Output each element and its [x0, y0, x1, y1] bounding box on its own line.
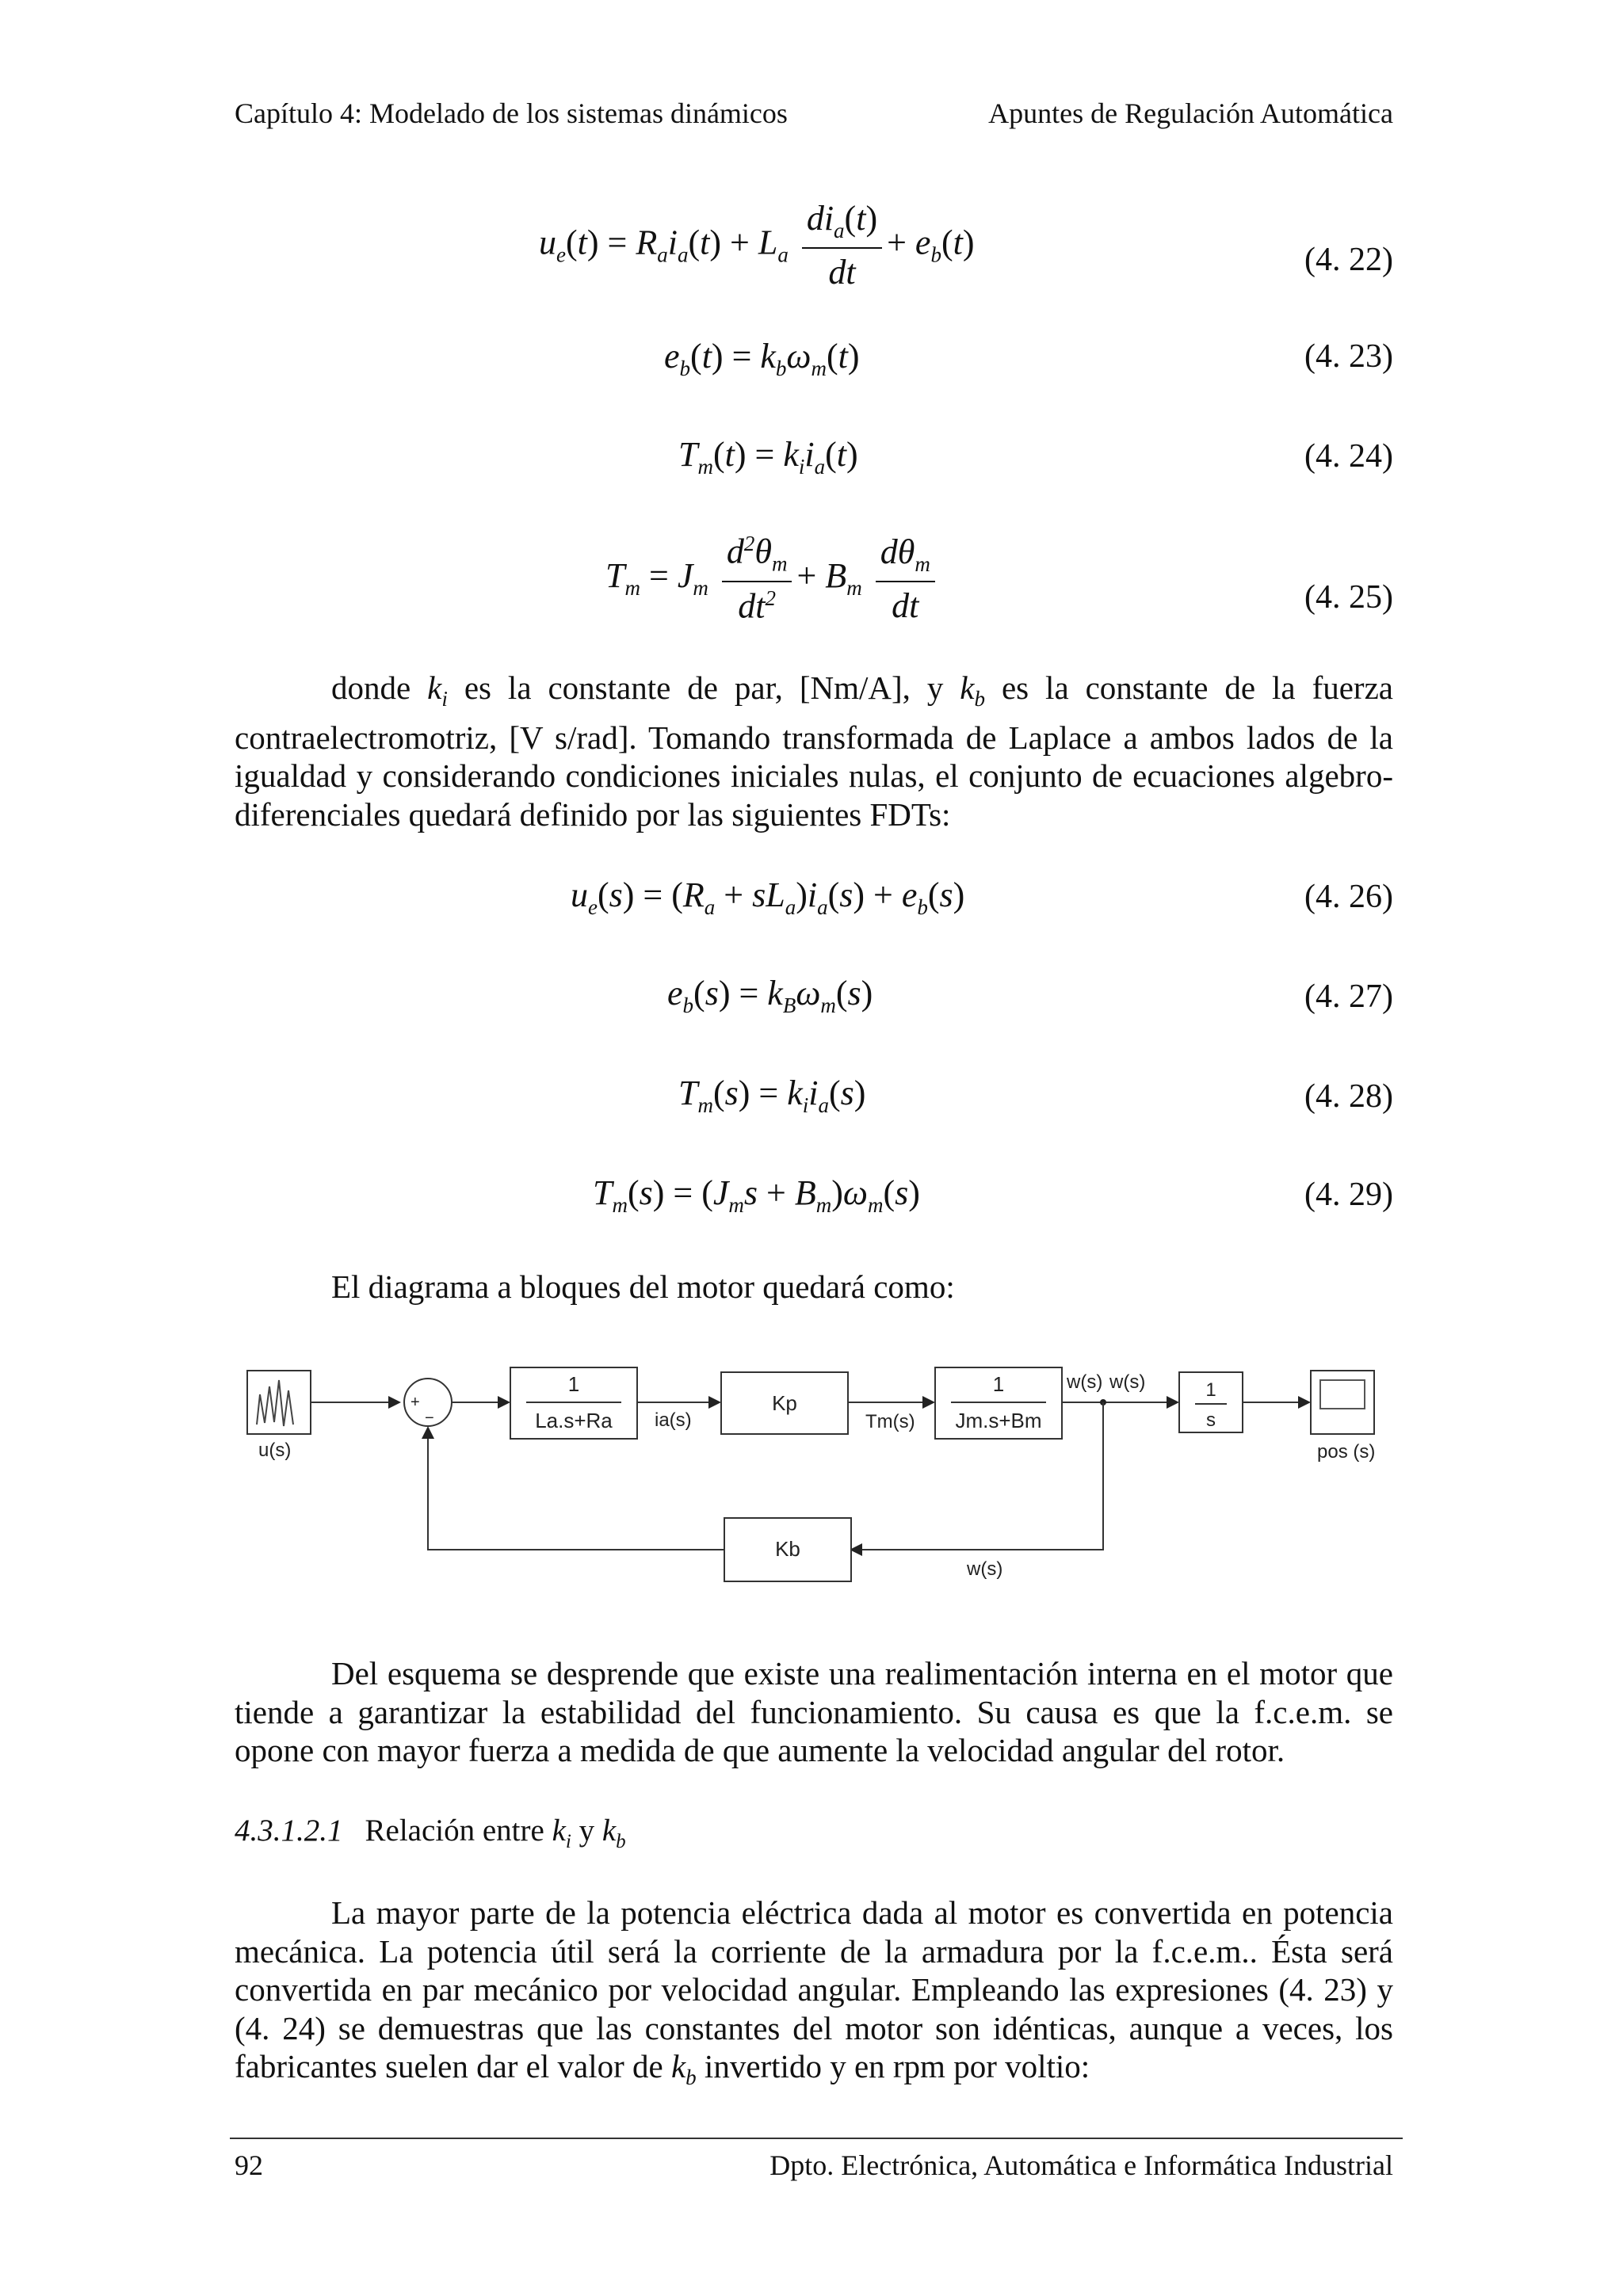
signal-label-w1: w(s) — [1067, 1371, 1103, 1393]
svg-text:Kp: Kp — [772, 1391, 797, 1415]
sum-minus-sign: − — [425, 1409, 434, 1427]
equation-number: (4. 22) — [1304, 242, 1393, 278]
section-heading: 4.3.1.2.1 Relación entre $k_i$ y $k_b$ — [235, 1814, 626, 1852]
back-emf-constant-block — [724, 1518, 851, 1581]
signal-label-w2: w(s) — [1109, 1371, 1146, 1393]
signal-source-block — [247, 1371, 311, 1461]
sum-junction — [404, 1379, 452, 1427]
equation-4-26: $u_e(s) = (R_a + sL_a)i_a(s) + e_b(s)$ — [571, 875, 965, 919]
svg-text:s: s — [1206, 1409, 1216, 1431]
mechanical-transfer-block — [935, 1367, 1062, 1439]
svg-text:1: 1 — [567, 1372, 580, 1396]
paragraph-power-relation: La mayor parte de la potencia eléctrica dada al motor es convertida en potencia mecánica. La potencia útil será la corriente de la armadura por la f.c.e.m.. Ésta será convertida en par mecánico por velocidad angular. Empleando las expresiones (4. 23) y (4. 24) se demuestras que las constantes del motor son idénticas, aunque a veces, los fabricantes suelen dar el valor de $k_b$ invertido y en rpm por voltio: — [235, 1894, 1393, 2090]
source-label: u(s) — [258, 1440, 292, 1461]
running-header-chapter: Capítulo 4: Modelado de los sistemas dinámicos — [235, 97, 788, 129]
svg-text:Kb: Kb — [775, 1537, 800, 1561]
svg-text:La.s+Ra: La.s+Ra — [535, 1409, 613, 1432]
equation-number: (4. 26) — [1304, 879, 1393, 915]
armature-transfer-block — [510, 1367, 637, 1439]
equation-4-29: $T_m(s) = (J_ms + B_m)\omega_m(s)$ — [593, 1173, 920, 1217]
footer-rule — [230, 2138, 1403, 2139]
paragraph-constants: donde $k_i$ es la constante de par, [Nm/A], y $k_b$ es la constante de la fuerza contraelectromotriz, [V s/rad]. Tomando transformada de Laplace a ambos lados de la igualdad y considerando condiciones iniciales nulas, el conjunto de ecuaciones algebro-diferenciales quedará definido por las siguientes FDTs: — [235, 669, 1393, 833]
equation-4-27: $e_b(s) = k_B\omega_m(s)$ — [667, 974, 873, 1017]
equation-number: (4. 23) — [1304, 338, 1393, 375]
running-header-book-title: Apuntes de Regulación Automática — [988, 97, 1393, 129]
footer-department: Dpto. Electrónica, Automática e Informática Industrial — [769, 2149, 1393, 2181]
equation-4-23: $e_b(t) = k_b\omega_m(t)$ — [664, 337, 860, 380]
equation-4-28: $T_m(s) = k_ii_a(s)$ — [678, 1074, 866, 1117]
signal-label-tm: Tm(s) — [865, 1411, 915, 1432]
scope-block — [1311, 1371, 1375, 1463]
equation-4-24: $T_m(t) = k_ii_a(t)$ — [678, 435, 858, 479]
integrator-block — [1179, 1372, 1243, 1432]
equation-4-22: $u_e(t) = R_ai_a(t) + L_a$ $\frac{di_a(t)}{dt}$ + $e_b(t)$ — [539, 199, 975, 292]
signal-label-ia: ia(s) — [655, 1409, 692, 1431]
page-number: 92 — [235, 2149, 263, 2181]
equation-number: (4. 27) — [1304, 978, 1393, 1015]
torque-constant-block — [721, 1372, 848, 1434]
scope-label: pos (s) — [1317, 1441, 1376, 1463]
equation-number: (4. 25) — [1304, 579, 1393, 616]
paragraph-feedback-explanation: Del esquema se desprende que existe una realimentación interna en el motor que tiende a garantizar la estabilidad del funcionamiento. Su causa es que la f.c.e.m. se opone con mayor fuerza a medida de que aumente la velocidad angular del rotor. — [235, 1655, 1393, 1768]
equation-number: (4. 28) — [1304, 1078, 1393, 1115]
svg-text:1: 1 — [1205, 1379, 1216, 1401]
diagram-intro: El diagrama a bloques del motor quedará como: — [331, 1268, 955, 1305]
signal-label-w-feedback: w(s) — [967, 1558, 1003, 1580]
equation-number: (4. 29) — [1304, 1177, 1393, 1213]
equation-4-25: $T_m = J_m$ $\frac{d^2\theta_m}{dt^2}$ + $B_m$ $\frac{d\theta_m}{dt}$ — [605, 532, 940, 626]
equation-number: (4. 24) — [1304, 438, 1393, 475]
sum-plus-sign: + — [411, 1394, 420, 1411]
motor-block-diagram — [238, 1347, 1411, 1600]
svg-text:Jm.s+Bm: Jm.s+Bm — [955, 1409, 1042, 1432]
svg-text:1: 1 — [992, 1372, 1005, 1396]
